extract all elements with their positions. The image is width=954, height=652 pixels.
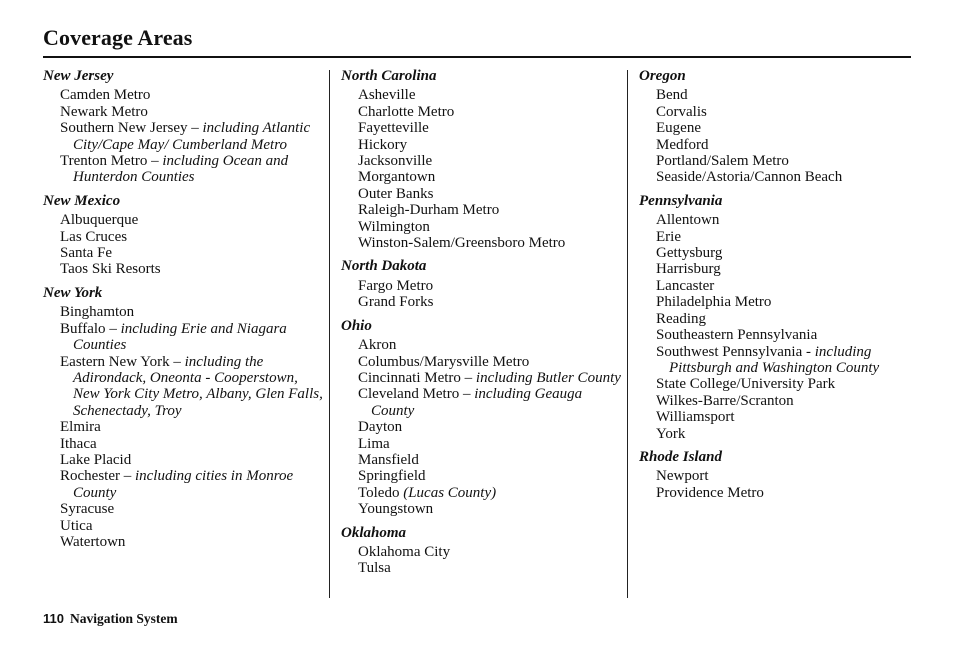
city-note: including Geauga County <box>371 386 583 419</box>
city-name: Santa Fe <box>60 245 113 262</box>
city-note: including Ocean and Hunterdon Counties <box>73 153 289 186</box>
city-name: Medford <box>656 136 709 153</box>
city-note: including Atlantic City/Cape May/ Cumberland Metro <box>73 120 311 153</box>
state-group <box>43 193 327 278</box>
city-item <box>341 337 625 353</box>
city-item <box>639 468 923 484</box>
city-name: Youngstown <box>358 501 434 518</box>
state-heading: Pennsylvania <box>639 192 723 209</box>
city-item <box>639 169 923 185</box>
city-name: Springfield <box>358 468 426 485</box>
city-name: Jacksonville <box>358 153 433 170</box>
city-name: Lake Placid <box>60 451 132 468</box>
city-item: Cincinnati Metro – including Butler County <box>358 369 621 386</box>
city-item <box>43 419 327 435</box>
state-heading: Oregon <box>639 68 686 84</box>
state-group <box>639 68 923 186</box>
city-item <box>639 393 923 409</box>
city-name: Gettysburg <box>656 245 723 262</box>
city-name: Portland/Salem Metro <box>656 153 789 170</box>
city-item <box>341 153 625 169</box>
city-name: Albuquerque <box>60 212 139 229</box>
city-name: Winston-Salem/Greensboro Metro <box>358 235 566 252</box>
state-heading: New York <box>43 284 103 301</box>
city-name: Camden Metro <box>60 87 151 104</box>
city-name: Lancaster <box>656 277 715 294</box>
city-name: Tulsa <box>358 560 391 577</box>
state-group <box>341 258 625 310</box>
city-name: Ithaca <box>60 435 97 452</box>
city-item <box>43 245 327 261</box>
city-item <box>43 436 327 452</box>
city-name: Las Cruces <box>60 228 128 245</box>
city-name: Southern New Jersey <box>60 120 188 137</box>
city-item <box>43 518 327 534</box>
city-name: Lima <box>358 435 390 452</box>
city-item: Southern New Jersey – including Atlantic City/Cape May/ Cumberland Metro <box>60 120 311 153</box>
city-name: Binghamton <box>60 304 135 321</box>
city-name: State College/University Park <box>656 376 836 393</box>
city-item <box>341 186 625 202</box>
city-item <box>639 229 923 245</box>
city-item <box>341 468 625 484</box>
city-name: Akron <box>358 337 397 354</box>
coverage-column-2 <box>341 68 625 584</box>
city-name: Seaside/Astoria/Cannon Beach <box>656 169 843 186</box>
city-item <box>43 304 327 320</box>
column-divider <box>329 70 330 598</box>
city-item <box>341 544 625 560</box>
city-item <box>341 169 625 185</box>
state-heading: New Jersey <box>43 68 114 84</box>
city-note: including the Adirondack, Oneonta - Cooperstown, New York City Metro, Albany, Glen Falls, Schenectady, Troy <box>73 353 323 419</box>
city-item <box>341 419 625 435</box>
coverage-column-1 <box>43 68 327 557</box>
city-name: Buffalo <box>60 320 106 337</box>
city-name: Newport <box>656 468 709 485</box>
coverage-column-3 <box>639 68 923 508</box>
city-item <box>43 87 327 103</box>
city-name: Williamsport <box>656 409 735 426</box>
city-item <box>639 137 923 153</box>
state-group <box>341 318 625 518</box>
city-item <box>43 501 327 517</box>
state-heading: Oklahoma <box>341 524 407 541</box>
city-item: Trenton Metro – including Ocean and Hunterdon Counties <box>60 153 289 186</box>
city-note: including Erie and Niagara Counties <box>73 320 287 354</box>
city-name: Utica <box>60 517 93 534</box>
city-name: Bend <box>656 87 688 104</box>
city-item <box>639 485 923 501</box>
city-note: (Lucas County) <box>403 484 497 501</box>
city-item <box>639 104 923 120</box>
city-name: Fayetteville <box>358 120 429 137</box>
page-number: 110 <box>43 611 64 626</box>
city-name: Wilkes-Barre/Scranton <box>656 392 794 409</box>
city-name: Toledo <box>358 484 400 501</box>
city-item: Rochester – including cities in Monroe County <box>60 468 294 501</box>
state-group <box>43 68 327 186</box>
city-name: Newark Metro <box>60 103 148 120</box>
city-name: Providence Metro <box>656 484 764 501</box>
city-item <box>341 436 625 452</box>
city-name: Outer Banks <box>358 185 434 202</box>
city-item <box>639 327 923 343</box>
city-name: Wilmington <box>358 218 430 235</box>
city-name: Oklahoma City <box>358 543 451 560</box>
city-item <box>43 534 327 550</box>
city-name: Eugene <box>656 120 701 137</box>
city-item <box>639 426 923 442</box>
column-divider <box>627 70 628 598</box>
city-name: Erie <box>656 228 681 245</box>
state-group <box>639 449 923 501</box>
state-heading: Ohio <box>341 317 372 334</box>
title-rule <box>43 56 911 58</box>
state-heading: Rhode Island <box>639 448 722 465</box>
city-item <box>43 229 327 245</box>
city-name: Hickory <box>358 136 408 153</box>
city-item <box>639 245 923 261</box>
page-title: Coverage Areas <box>43 25 193 50</box>
city-item <box>639 294 923 310</box>
city-name: Asheville <box>358 87 416 104</box>
city-item <box>341 294 625 310</box>
city-item <box>43 452 327 468</box>
city-item <box>341 87 625 103</box>
city-name: Watertown <box>60 533 126 550</box>
city-item <box>639 120 923 136</box>
city-item <box>341 485 625 501</box>
city-item <box>43 212 327 228</box>
city-item <box>341 137 625 153</box>
city-name: Mansfield <box>358 451 419 468</box>
city-note: including cities in Monroe County <box>73 468 294 501</box>
city-name: Southwest Pennsylvania <box>656 343 803 360</box>
city-name: Cincinnati Metro <box>358 369 461 386</box>
city-name: Elmira <box>60 419 101 436</box>
city-note: including Butler County <box>475 369 621 386</box>
city-name: Southeastern Pennsylvania <box>656 327 818 344</box>
city-item <box>639 153 923 169</box>
city-name: Eastern New York <box>60 353 170 370</box>
city-item <box>639 376 923 392</box>
city-item <box>341 278 625 294</box>
city-item: Southwest Pennsylvania - including Pittsburgh and Washington County <box>656 343 880 376</box>
city-name: Corvalis <box>656 103 707 120</box>
city-name: Taos Ski Resorts <box>60 261 161 278</box>
city-item <box>341 560 625 576</box>
city-name: Reading <box>656 310 706 327</box>
state-group <box>341 525 625 577</box>
city-name: Fargo Metro <box>358 277 434 294</box>
city-name: Rochester <box>60 468 120 485</box>
state-group <box>43 285 327 551</box>
city-item <box>341 354 625 370</box>
city-item <box>341 104 625 120</box>
city-name: Cleveland Metro <box>358 386 460 403</box>
state-group <box>639 193 923 442</box>
city-item <box>341 219 625 235</box>
city-name: Morgantown <box>358 169 436 186</box>
state-heading: North Carolina <box>341 68 437 84</box>
city-item <box>43 104 327 120</box>
city-item <box>341 235 625 251</box>
city-item: Cleveland Metro – including Geauga County <box>358 386 583 419</box>
city-note: including Pittsburgh and Washington County <box>669 343 880 376</box>
city-item <box>341 501 625 517</box>
city-name: Trenton Metro <box>60 153 148 170</box>
city-name: Dayton <box>358 419 403 436</box>
city-name: Columbus/Marysville Metro <box>358 353 530 370</box>
city-name: Allentown <box>656 212 720 229</box>
city-item <box>639 212 923 228</box>
city-name: Raleigh-Durham Metro <box>358 202 500 219</box>
city-name: Harrisburg <box>656 261 721 278</box>
city-item <box>639 311 923 327</box>
city-name: York <box>656 425 686 442</box>
section-label: Navigation System <box>69 611 178 626</box>
city-item: Buffalo – including Erie and Niagara Counties <box>60 320 287 354</box>
city-item <box>341 120 625 136</box>
state-group <box>341 68 625 251</box>
city-item <box>341 202 625 218</box>
city-name: Philadelphia Metro <box>656 294 772 311</box>
page-footer <box>43 611 178 627</box>
city-item <box>43 261 327 277</box>
city-item <box>639 87 923 103</box>
city-name: Syracuse <box>60 501 115 518</box>
city-name: Charlotte Metro <box>358 103 455 120</box>
city-name: Grand Forks <box>358 294 434 311</box>
city-item <box>639 409 923 425</box>
city-item: Eastern New York – including the Adirondack, Oneonta - Cooperstown, New York City Metro, Albany, Glen Falls, Schenectady, Troy <box>60 353 323 419</box>
state-heading: North Dakota <box>341 258 427 275</box>
city-item <box>639 278 923 294</box>
state-heading: New Mexico <box>43 192 121 209</box>
city-item <box>341 452 625 468</box>
city-item <box>639 261 923 277</box>
